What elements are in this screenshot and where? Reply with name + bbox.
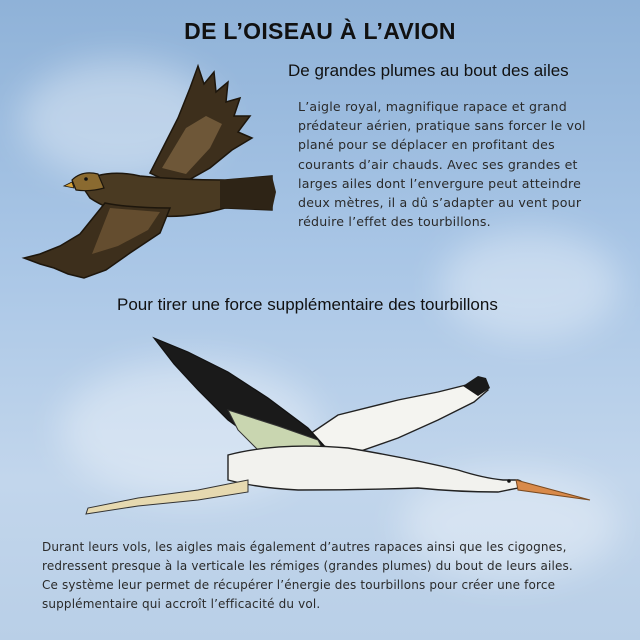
stork-near-wing <box>154 338 328 464</box>
eagle-upper-wing <box>150 66 252 186</box>
eagle-illustration <box>10 58 290 288</box>
stork-illustration <box>78 330 598 530</box>
section1-heading: De grandes plumes au bout des ailes <box>288 61 569 80</box>
eagle-lower-wing <box>24 203 170 278</box>
stork-far-wing <box>298 376 490 452</box>
page-title: DE L’OISEAU À L’AVION <box>184 18 456 44</box>
section2-heading: Pour tirer une force supplémentaire des tourbillons <box>117 295 498 314</box>
section2-text: Durant leurs vols, les aigles mais également d’autres rapaces ainsi que les cigognes, redressent presque à la verticale les rémiges (grandes plumes) du bout de leurs ailes. Ce système leur permet de récupérer l’énergie des tourbillons pour créer une force supplémentaire qui accroît l’efficacité du vol. <box>42 540 573 611</box>
stork-body <box>86 446 590 514</box>
section1-text: L’aigle royal, magnifique rapace et grand prédateur aérien, pratique sans forcer le vol plané pour se déplacer en profitant des courants d’air chauds. Avec ses grandes et larges ailes dont l’envergure peut atteindre deux mètres, il a dû s’adapter au vent pour réduire l’effet des tourbillons. <box>298 99 586 230</box>
cloud <box>440 230 620 340</box>
